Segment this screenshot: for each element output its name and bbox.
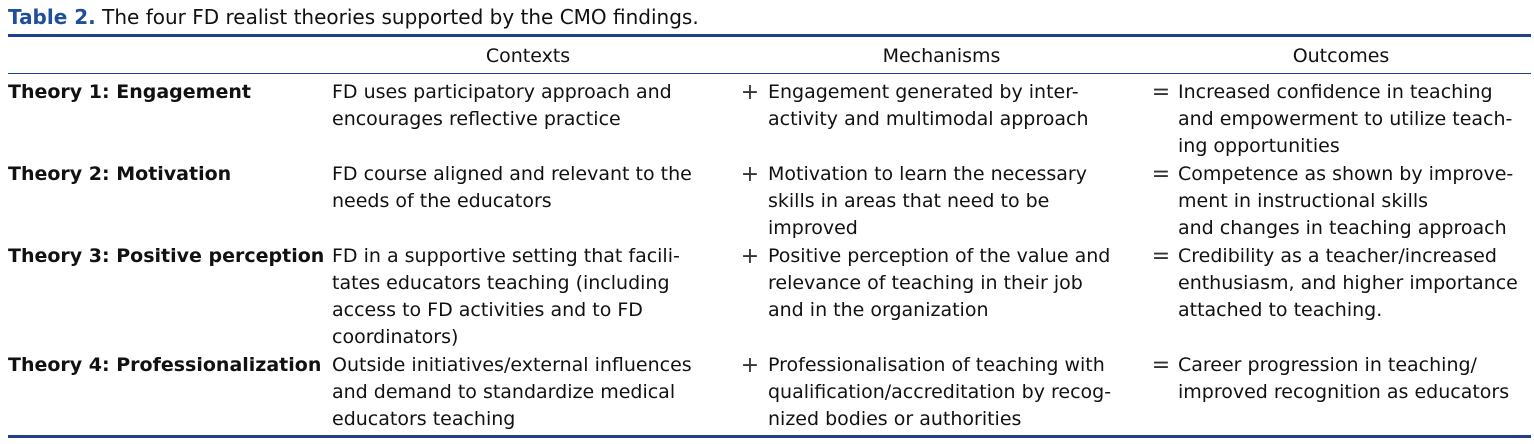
equals-symbol: = [1151,353,1171,378]
header-rule [8,73,1531,74]
context-cell: FD in a supportive setting that facili- tates educators teaching (including access to FD activities and to FD coordinators) [332,245,680,348]
theory-label: Theory 2: Motivation [8,163,232,185]
context-cell: FD course aligned and relevant to the needs of the educators [332,163,692,212]
mechanism-cell: Positive perception of the value and relevance of teaching in their job and in the organization [768,245,1111,321]
table-caption [8,4,699,30]
outcome-cell: Increased confidence in teaching and empowerment to utilize teach- ing opportunities [1178,81,1513,157]
outcome-cell: Competence as shown by improve- ment in instructional skills and changes in teaching approach [1178,163,1514,239]
table-label: Table 2. [8,5,96,29]
plus-symbol: + [740,244,760,269]
header-outcomes: Outcomes [1292,45,1390,67]
plus-symbol: + [740,80,760,105]
bottom-rule [8,435,1531,438]
theory-label: Theory 4: Professionalization [8,354,322,376]
mechanism-cell: Engagement generated by inter- activity and multimodal approach [768,81,1089,130]
context-cell: FD uses participatory approach and encourages reflective practice [332,81,672,130]
top-rule [8,34,1531,37]
outcome-cell: Credibility as a teacher/increased enthusiasm, and higher importance attached to teaching. [1178,245,1518,321]
context-cell: Outside initiatives/external influences and demand to standardize medical educators teaching [332,354,692,430]
header-mechanisms: Mechanisms [882,45,1001,67]
mechanism-cell: Professionalisation of teaching with qualification/accreditation by recog- nized bodies or authorities [768,354,1112,430]
equals-symbol: = [1151,80,1171,105]
equals-symbol: = [1151,244,1171,269]
theory-label: Theory 1: Engagement [8,81,251,103]
plus-symbol: + [740,162,760,187]
plus-symbol: + [740,353,760,378]
equals-symbol: = [1151,162,1171,187]
theory-label: Theory 3: Positive perception [8,245,325,267]
outcome-cell: Career progression in teaching/ improved recognition as educators [1178,354,1510,403]
header-contexts: Contexts [485,45,571,67]
mechanism-cell: Motivation to learn the necessary skills in areas that need to be improved [768,163,1087,239]
table-caption-text: The four FD realist theories supported by the CMO findings. [102,5,699,29]
